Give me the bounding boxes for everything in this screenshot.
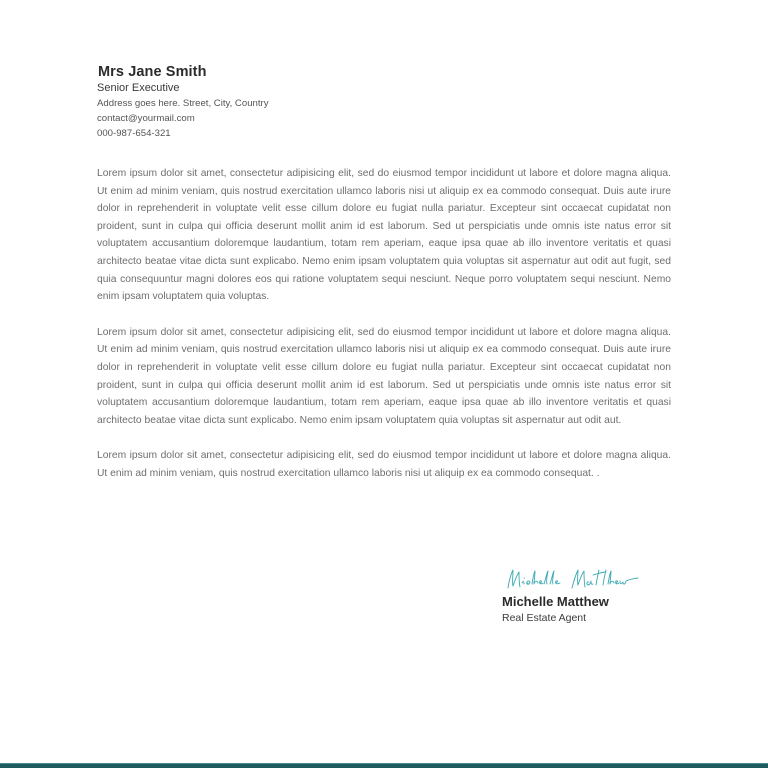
handwritten-signature-icon	[504, 566, 640, 592]
sender-email: contact@yourmail.com	[97, 113, 195, 124]
body-paragraph-3: Lorem ipsum dolor sit amet, consectetur adipisicing elit, sed do eiusmod tempor incididunt ut labore et dolore magna aliqua. Ut enim ad minim veniam, quis nostrud exercitation ullamco laboris nisi ut aliquip ex ea commodo consequat. .	[97, 450, 671, 479]
signer-name: Michelle Matthew	[502, 594, 609, 609]
sender-phone: 000-987-654-321	[97, 128, 171, 139]
body-paragraph-2: Lorem ipsum dolor sit amet, consectetur adipisicing elit, sed do eiusmod tempor incididunt ut labore et dolore magna aliqua. Ut enim ad minim veniam, quis nostrud exercitation ullamco laboris nisi ut aliquip ex ea commodo consequat. Duis aute irure dolor in reprehenderit in voluptate velit esse cillum dolore eu fugiat nulla pariatur. Excepteur sint occaecat cupidatat non proident, sunt in culpa qui officia deserunt mollit anim id est laborum. Sed ut perspiciatis unde omnis iste natus error sit voluptatem accusantium doloremque laudantium, totam rem aperiam, eaque ipsa quae ab illo inventore veritatis et quasi architecto beatae vitae dicta sunt explicabo. Nemo enim ipsam voluptatem quia voluptas sit aspernatur aut odit aut.	[97, 326, 671, 426]
sender-title: Senior Executive	[97, 82, 180, 94]
signoff-block	[502, 566, 702, 625]
sender-name: Mrs Jane Smith	[98, 64, 207, 80]
signer-role: Real Estate Agent	[502, 612, 587, 624]
letter-body	[97, 165, 671, 501]
body-paragraph-1: Lorem ipsum dolor sit amet, consectetur adipisicing elit, sed do eiusmod tempor incididunt ut labore et dolore magna aliqua. Ut enim ad minim veniam, quis nostrud exercitation ullamco laboris nisi ut aliquip ex ea commodo consequat. Duis aute irure dolor in reprehenderit in voluptate velit esse cillum dolore eu fugiat nulla pariatur. Excepteur sint occaecat cupidatat non proident, sunt in culpa qui officia deserunt mollit anim id est laborum. Sed ut perspiciatis unde omnis iste natus error sit voluptatem accusantium doloremque laudantium, totam rem aperiam, eaque ipsa quae ab illo inventore veritatis et quasi architecto beatae vitae dicta sunt explicabo. Nemo enim ipsam voluptatem quia voluptas sit aspernatur aut odit aut fugit, sed quia consequuntur magni dolores eos qui ratione voluptatem sequi nesciunt. Neque porro voluptatem sequi nesciunt. Nemo enim ipsam voluptatem quia voluptas.	[97, 168, 671, 303]
footer-accent-bar	[0, 763, 768, 768]
sender-address: Address goes here. Street, City, Country	[97, 98, 269, 109]
sender-block	[97, 63, 417, 141]
